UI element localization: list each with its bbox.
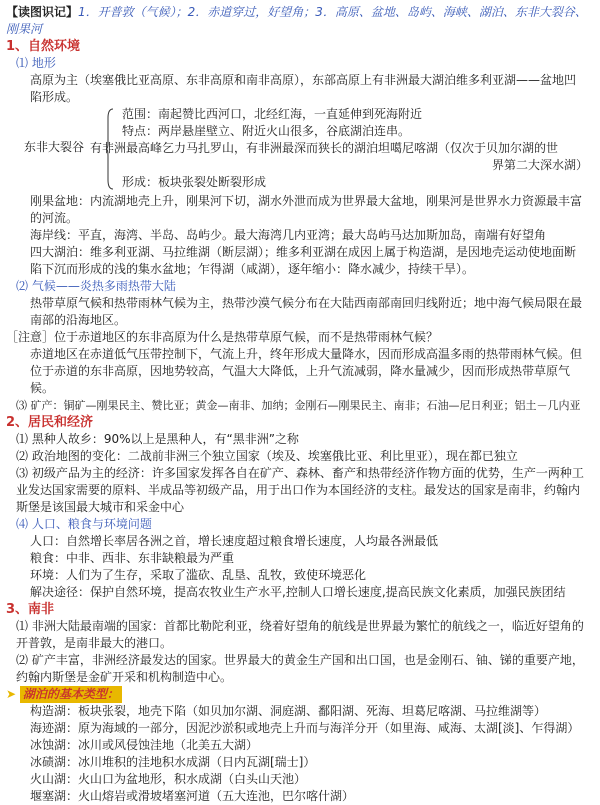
rift-valley-block <box>6 106 594 193</box>
lake-type-row: 堰塞湖：火山熔岩或滑坡堵塞河道（五大连池，巴尔喀什湖） <box>30 789 355 803</box>
section-2-title: 2、居民和经济 <box>6 415 94 430</box>
coast-text: 海岸线：平直，海湾、半岛、岛屿少。最大海湾几内亚湾；最大岛屿马达加斯加岛，南端有好望角 <box>30 228 547 242</box>
header-items: 1．开普敦（气候）；2．赤道穿过，好望角；3．高原、盆地、岛屿、海峡、湖泊、东非大裂谷、刚果河 <box>6 5 587 36</box>
section-3-title: 3、南非 <box>6 602 55 617</box>
food-text: 粮食：中非、西非、东非缺粮最为严重 <box>30 551 235 565</box>
s2-p1: ⑴ 黑种人故乡：90%以上是黑种人，有“黑非洲”之称 <box>16 432 299 446</box>
s2-p3: ⑶ 初级产品为主的经济：许多国家发挥各自在矿产、森林、畜产和热带经济作物方面的优势，生产一两种工业发达国家需要的原料、半成品等初级产品，用于出口作为本国经济的支柱。最发达的国家是南非，约翰内斯堡是该国最大城市和采金中心 <box>16 466 584 514</box>
lake-type-row: 海迹湖：原为海域的一部分，因泥沙淤积或地壳上升而与海洋分开（如里海、咸海、太湖[淡]、乍得湖） <box>30 721 580 735</box>
climate-text: 热带草原气候和热带雨林气候为主，热带沙漠气候分布在大陆西南部南回归线附近；地中海气候局限在最南部的沿海地区。 <box>30 296 583 327</box>
s3-p2: ⑵ 矿产丰富，非洲经济最发达的国家。世界最大的黄金生产国和出口国，也是金刚石、铀、锑的重要产地，约翰内斯堡是金矿开采和机构制造中心。 <box>16 653 584 684</box>
arrow-icon: ➤ <box>6 687 17 701</box>
lake-type-row: 火山湖：火山口为盆地形，积水成湖（白头山天池） <box>30 772 307 786</box>
congo-text: 刚果盆地：内流湖地壳上升，刚果河下切，湖水外泄而成为世界最大盆地，刚果河是世界水力资源最丰富的河流。 <box>30 194 583 225</box>
s2-p2: ⑵ 政治地图的变化：二战前非洲三个独立国家（埃及、埃塞俄比亚、利比里亚），现在都已独立 <box>16 449 518 463</box>
population-text: 人口：自然增长率居各洲之首，增长速度超过粮食增长速度，人均最各洲最低 <box>30 534 439 548</box>
s3-p1: ⑴ 非洲大陆最南端的国家：首都比勒陀利亚，绕着好望角的航线是世界最为繁忙的航线之一，临近好望角的开普敦，是南非最大的港口。 <box>16 619 584 650</box>
lake-type-row: 构造湖：板块张裂，地壳下陷（如贝加尔湖、洞庭湖、鄱阳湖、死海、坦葛尼喀湖、马拉维湖等） <box>30 704 547 718</box>
lake-type-row: 冰蚀湖：冰川或风侵蚀洼地（北美五大湖） <box>30 738 259 752</box>
climate-title: ⑵ 气候——炎热多雨热带大陆 <box>16 279 176 293</box>
minerals-text: ⑶ 矿产：铜矿—刚果民主、赞比亚；黄金—南非、加纳；金刚石—刚果民主、南非；石油—尼日利亚；铝土－几内亚 <box>16 399 581 412</box>
plateau-text: 高原为主（埃塞俄比亚高原、东非高原和南非高原），东部高原上有非洲最大湖泊维多利亚湖——盆地凹陷形成。 <box>30 73 577 104</box>
section-1-title: 1、自然环境 <box>6 39 81 54</box>
header-title: 【读图识记】 <box>6 5 79 19</box>
rift-item: 形成：板块张裂处断裂形成 <box>122 175 267 189</box>
lake-types-header <box>6 686 594 703</box>
rift-item: 有非洲最高峰乞力马扎罗山，有非洲最深而狭长的湖泊坦噶尼喀湖（仅次于贝加尔湖的世 <box>90 141 559 155</box>
lake-types-title: 湖泊的基本类型： <box>20 686 122 703</box>
environment-text: 环境：人们为了生存，采取了滥砍、乱垦、乱牧，致使环境恶化 <box>30 568 367 582</box>
note-answer: 赤道地区在赤道低气压带控制下，气流上升，终年形成大量降水，因而形成高温多雨的热带雨林气候。但位于赤道的东非高原，因地势较高，气温大大降低，上升气流减弱，降水量减少，因而形成热带草原气候。 <box>30 347 583 395</box>
header-line <box>6 4 594 38</box>
rift-item: 特点：两岸悬崖壁立、附近火山很多，谷底湖泊连串。 <box>122 124 411 138</box>
s2-p4: ⑷ 人口、粮食与环境问题 <box>16 517 152 531</box>
rift-label: 东非大裂谷 <box>24 140 85 154</box>
lakes-text: 四大湖泊：维多利亚湖、马拉维湖（断层湖）；维多利亚湖在成因上属于构造湖，是因地壳运动使地面断陷下沉而形成的浅的集水盆地；乍得湖（咸湖），逐年缩小：降水减少，持续干旱）。 <box>30 245 577 276</box>
lake-type-row: 冰碛湖：冰川堆积的洼地积水成湖（日内瓦湖[瑞士]） <box>30 755 316 769</box>
solution-text: 解决途径：保护自然环境，提高农牧业生产水平,控制人口增长速度,提高民族文化素质，加强民族团结 <box>30 585 566 599</box>
terrain-title: ⑴ 地形 <box>16 56 56 70</box>
rift-items <box>90 106 592 191</box>
note-question: ［注意］位于赤道地区的东非高原为什么是热带草原气候，而不是热带雨林气候？ <box>6 330 439 344</box>
rift-item: 界第二大深水湖） <box>492 158 589 172</box>
rift-item: 范围：南起赞比西河口，北经红海，一直延伸到死海附近 <box>122 107 423 121</box>
